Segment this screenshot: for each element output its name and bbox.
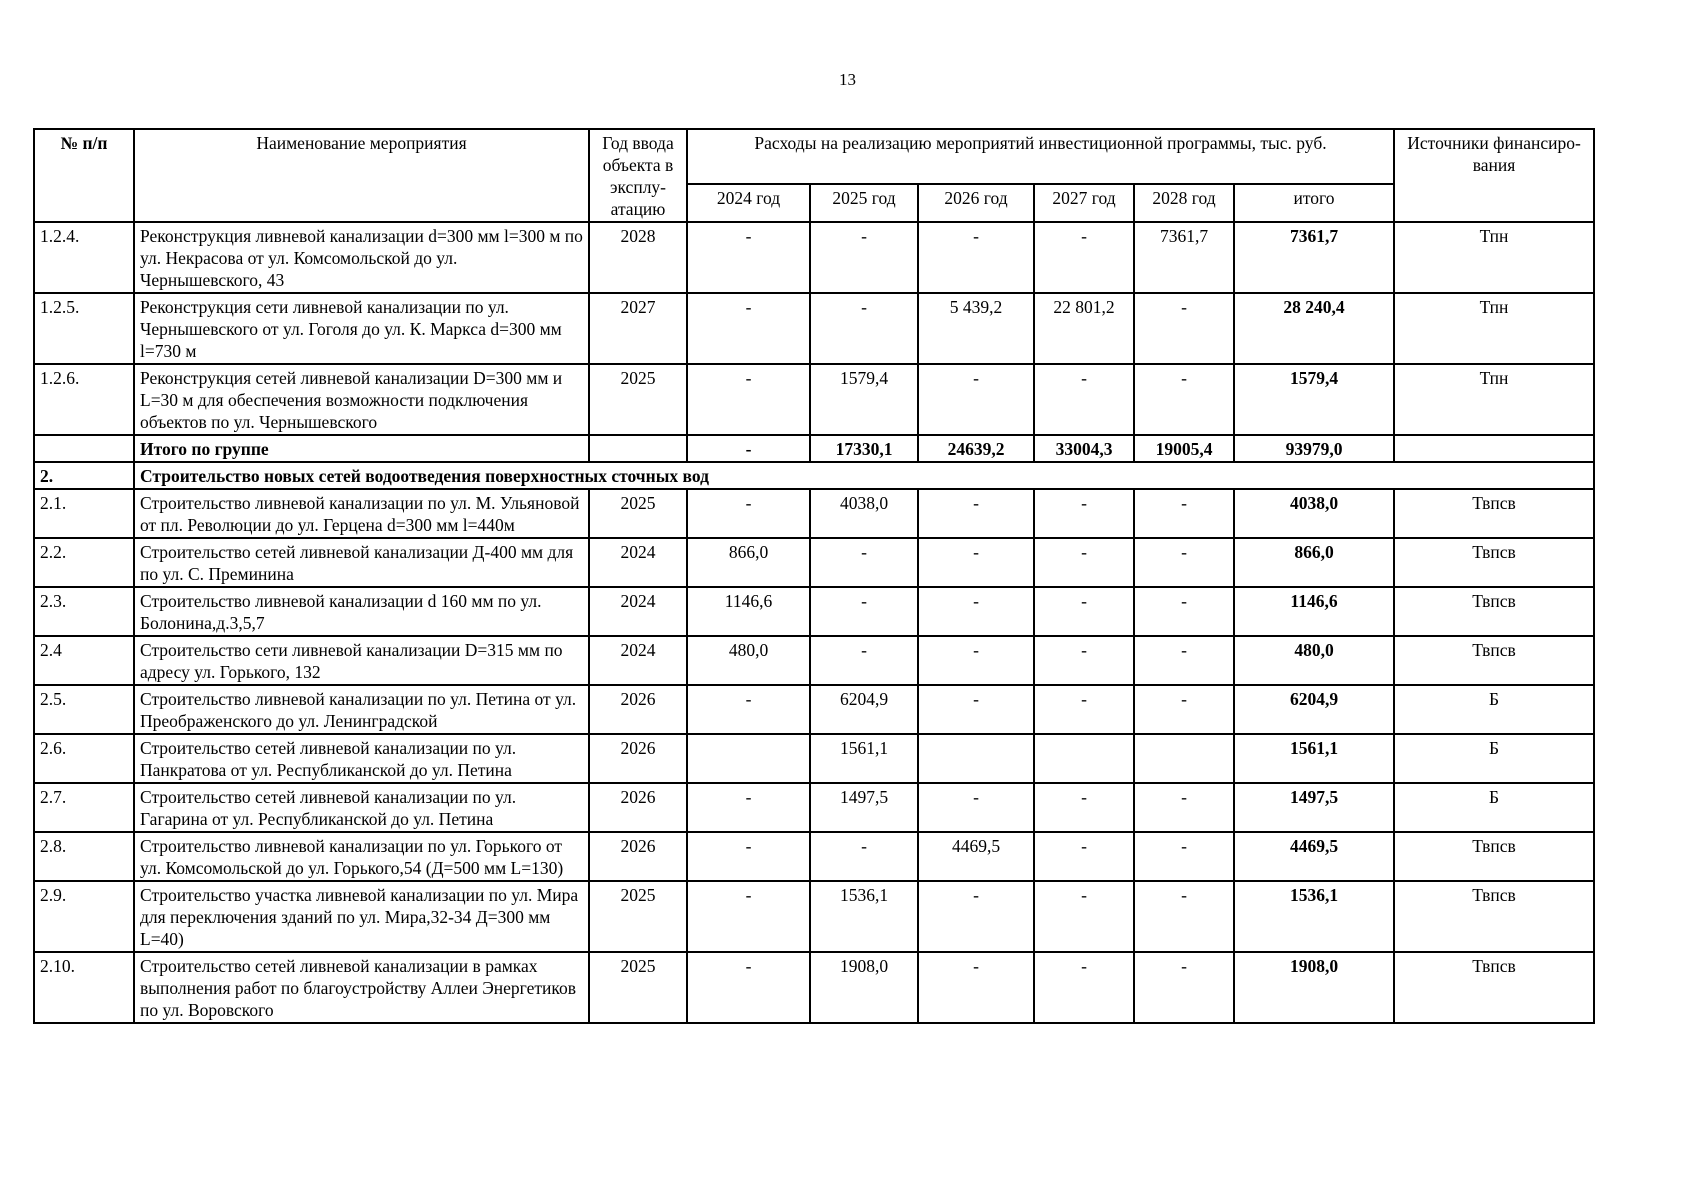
row-number: 2.1.: [34, 489, 134, 538]
row-2026: -: [918, 783, 1034, 832]
row-2026: -: [918, 881, 1034, 952]
row-2028: -: [1134, 952, 1234, 1023]
group-total-sum: 93979,0: [1234, 435, 1394, 462]
table-row: [34, 783, 1594, 832]
row-name: Строительство сетей ливневой канализации Д-400 мм для по ул. С. Преминина: [134, 538, 589, 587]
row-2028: -: [1134, 364, 1234, 435]
row-2025: -: [810, 636, 918, 685]
row-name: Строительство ливневой канализации d 160 мм по ул. Болонина,д.3,5,7: [134, 587, 589, 636]
table-row: [34, 952, 1594, 1023]
row-number: 2.10.: [34, 952, 134, 1023]
row-2025: -: [810, 587, 918, 636]
group-total-row: [34, 435, 1594, 462]
row-year: 2024: [589, 587, 687, 636]
row-2027: -: [1034, 489, 1134, 538]
row-number: 1.2.5.: [34, 293, 134, 364]
row-2025: -: [810, 293, 918, 364]
row-source: Тпн: [1394, 293, 1594, 364]
row-name: Строительство сети ливневой канализации D=315 мм по адресу ул. Горького, 132: [134, 636, 589, 685]
row-total: 6204,9: [1234, 685, 1394, 734]
row-name: Строительство ливневой канализации по ул. Горького от ул. Комсомольской до ул. Горького,54 (Д=500 мм L=130): [134, 832, 589, 881]
row-2024: -: [687, 222, 810, 293]
table-header-row: [34, 129, 1594, 184]
group-total-2026: 24639,2: [918, 435, 1034, 462]
table-row: [34, 538, 1594, 587]
header-year-2024: 2024 год: [687, 184, 810, 222]
table-row: [34, 587, 1594, 636]
row-total: 866,0: [1234, 538, 1394, 587]
row-year: 2025: [589, 952, 687, 1023]
row-2024: 866,0: [687, 538, 810, 587]
row-year: 2027: [589, 293, 687, 364]
row-total: 1908,0: [1234, 952, 1394, 1023]
row-year: 2026: [589, 685, 687, 734]
row-2027: -: [1034, 881, 1134, 952]
row-name: Реконструкция сети ливневой канализации по ул. Чернышевского от ул. Гоголя до ул. К. Маркса d=300 мм l=730 м: [134, 293, 589, 364]
row-total: 28 240,4: [1234, 293, 1394, 364]
row-source: Тпн: [1394, 364, 1594, 435]
investment-program-table: [33, 128, 1595, 1024]
row-2027: -: [1034, 636, 1134, 685]
row-source: Тпн: [1394, 222, 1594, 293]
row-2026: -: [918, 636, 1034, 685]
row-2024: -: [687, 881, 810, 952]
table-row: [34, 489, 1594, 538]
row-2027: [1034, 734, 1134, 783]
row-source: Б: [1394, 783, 1594, 832]
row-source: Твпсв: [1394, 538, 1594, 587]
row-source: Твпсв: [1394, 952, 1594, 1023]
row-name: Реконструкция ливневой канализации d=300 мм l=300 м по ул. Некрасова от ул. Комсомольской до ул. Чернышевского, 43: [134, 222, 589, 293]
header-expenses: Расходы на реализацию мероприятий инвестиционной программы, тыс. руб.: [687, 129, 1394, 184]
row-total: 1536,1: [1234, 881, 1394, 952]
table-row: [34, 636, 1594, 685]
row-2024: -: [687, 832, 810, 881]
row-2026: -: [918, 538, 1034, 587]
row-number: 2.8.: [34, 832, 134, 881]
group-total-number: [34, 435, 134, 462]
group-total-label: Итого по группе: [134, 435, 589, 462]
header-total: итого: [1234, 184, 1394, 222]
row-2028: -: [1134, 685, 1234, 734]
row-2027: -: [1034, 222, 1134, 293]
row-number: 1.2.6.: [34, 364, 134, 435]
group-total-2028: 19005,4: [1134, 435, 1234, 462]
row-total: 7361,7: [1234, 222, 1394, 293]
row-2028: 7361,7: [1134, 222, 1234, 293]
row-2025: -: [810, 222, 918, 293]
row-2027: -: [1034, 832, 1134, 881]
row-year: 2028: [589, 222, 687, 293]
table-row: [34, 685, 1594, 734]
row-number: 2.3.: [34, 587, 134, 636]
row-name: Строительство сетей ливневой канализации по ул. Панкратова от ул. Республиканской до ул. Петина: [134, 734, 589, 783]
row-total: 4038,0: [1234, 489, 1394, 538]
row-2028: [1134, 734, 1234, 783]
row-number: 2.6.: [34, 734, 134, 783]
table-row: [34, 222, 1594, 293]
row-year: 2026: [589, 832, 687, 881]
header-sources: Источники финансиро-вания: [1394, 129, 1594, 222]
row-2025: 1561,1: [810, 734, 918, 783]
row-source: Твпсв: [1394, 832, 1594, 881]
row-2028: -: [1134, 538, 1234, 587]
row-number: 2.5.: [34, 685, 134, 734]
row-2024: 1146,6: [687, 587, 810, 636]
row-2026: -: [918, 222, 1034, 293]
table-row: [34, 881, 1594, 952]
row-name: Реконструкция сетей ливневой канализации D=300 мм и L=30 м для обеспечения возможности подключения объектов по ул. Чернышевского: [134, 364, 589, 435]
row-source: Твпсв: [1394, 636, 1594, 685]
row-2026: 4469,5: [918, 832, 1034, 881]
row-2027: -: [1034, 538, 1134, 587]
row-2024: -: [687, 489, 810, 538]
row-name: Строительство участка ливневой канализации по ул. Мира для переключения зданий по ул. Мира,32-34 Д=300 мм L=40): [134, 881, 589, 952]
row-2025: 4038,0: [810, 489, 918, 538]
row-name: Строительство сетей ливневой канализации по ул. Гагарина от ул. Республиканской до ул. Петина: [134, 783, 589, 832]
group-total-2024: -: [687, 435, 810, 462]
group-total-source: [1394, 435, 1594, 462]
row-number: 2.7.: [34, 783, 134, 832]
row-total: 1146,6: [1234, 587, 1394, 636]
row-2025: -: [810, 832, 918, 881]
row-2025: -: [810, 538, 918, 587]
row-2028: -: [1134, 636, 1234, 685]
row-total: 1497,5: [1234, 783, 1394, 832]
page-number: 13: [839, 70, 856, 89]
header-number: № п/п: [34, 129, 134, 222]
group-total-2027: 33004,3: [1034, 435, 1134, 462]
header-year-commission: Год ввода объекта в эксплу-атацию: [589, 129, 687, 222]
row-source: Б: [1394, 685, 1594, 734]
row-name: Строительство сетей ливневой канализации в рамках выполнения работ по благоустройству Аллеи Энергетиков по ул. Воровского: [134, 952, 589, 1023]
row-2024: -: [687, 685, 810, 734]
row-total: 4469,5: [1234, 832, 1394, 881]
row-year: 2026: [589, 734, 687, 783]
row-2024: -: [687, 783, 810, 832]
header-year-2028: 2028 год: [1134, 184, 1234, 222]
group-total-year: [589, 435, 687, 462]
row-year: 2025: [589, 489, 687, 538]
row-number: 2.4: [34, 636, 134, 685]
table-row: [34, 734, 1594, 783]
row-2026: [918, 734, 1034, 783]
row-2025: 6204,9: [810, 685, 918, 734]
row-number: 2.9.: [34, 881, 134, 952]
row-2027: -: [1034, 783, 1134, 832]
row-year: 2024: [589, 538, 687, 587]
table-row: [34, 364, 1594, 435]
table-row: [34, 293, 1594, 364]
section-number: 2.: [34, 462, 134, 489]
section-title: Строительство новых сетей водоотведения поверхностных сточных вод: [134, 462, 1594, 489]
row-2028: -: [1134, 489, 1234, 538]
row-2024: 480,0: [687, 636, 810, 685]
row-2025: 1497,5: [810, 783, 918, 832]
row-year: 2026: [589, 783, 687, 832]
row-2027: -: [1034, 364, 1134, 435]
row-2026: -: [918, 587, 1034, 636]
row-2024: -: [687, 952, 810, 1023]
header-name: Наименование мероприятия: [134, 129, 589, 222]
row-source: Б: [1394, 734, 1594, 783]
row-2026: -: [918, 952, 1034, 1023]
row-source: Твпсв: [1394, 587, 1594, 636]
row-2026: 5 439,2: [918, 293, 1034, 364]
row-2027: -: [1034, 685, 1134, 734]
section-row: [34, 462, 1594, 489]
row-source: Твпсв: [1394, 489, 1594, 538]
row-total: 480,0: [1234, 636, 1394, 685]
header-year-2027: 2027 год: [1034, 184, 1134, 222]
row-source: Твпсв: [1394, 881, 1594, 952]
row-2024: [687, 734, 810, 783]
row-2024: -: [687, 364, 810, 435]
row-total: 1561,1: [1234, 734, 1394, 783]
row-year: 2025: [589, 881, 687, 952]
row-2025: 1536,1: [810, 881, 918, 952]
row-2026: -: [918, 489, 1034, 538]
row-total: 1579,4: [1234, 364, 1394, 435]
row-name: Строительство ливневой канализации по ул. Петина от ул. Преображенского до ул. Ленинградской: [134, 685, 589, 734]
row-year: 2024: [589, 636, 687, 685]
row-2024: -: [687, 293, 810, 364]
row-2027: -: [1034, 952, 1134, 1023]
row-2028: -: [1134, 881, 1234, 952]
row-2028: -: [1134, 293, 1234, 364]
row-number: 1.2.4.: [34, 222, 134, 293]
row-2026: -: [918, 685, 1034, 734]
table-row: [34, 832, 1594, 881]
header-year-2025: 2025 год: [810, 184, 918, 222]
row-2026: -: [918, 364, 1034, 435]
row-number: 2.2.: [34, 538, 134, 587]
row-2025: 1908,0: [810, 952, 918, 1023]
group-total-2025: 17330,1: [810, 435, 918, 462]
header-year-2026: 2026 год: [918, 184, 1034, 222]
row-year: 2025: [589, 364, 687, 435]
row-2025: 1579,4: [810, 364, 918, 435]
row-2028: -: [1134, 832, 1234, 881]
row-2027: 22 801,2: [1034, 293, 1134, 364]
row-name: Строительство ливневой канализации по ул. М. Ульяновой от пл. Революции до ул. Герцена d=300 мм l=440м: [134, 489, 589, 538]
row-2028: -: [1134, 783, 1234, 832]
row-2027: -: [1034, 587, 1134, 636]
row-2028: -: [1134, 587, 1234, 636]
